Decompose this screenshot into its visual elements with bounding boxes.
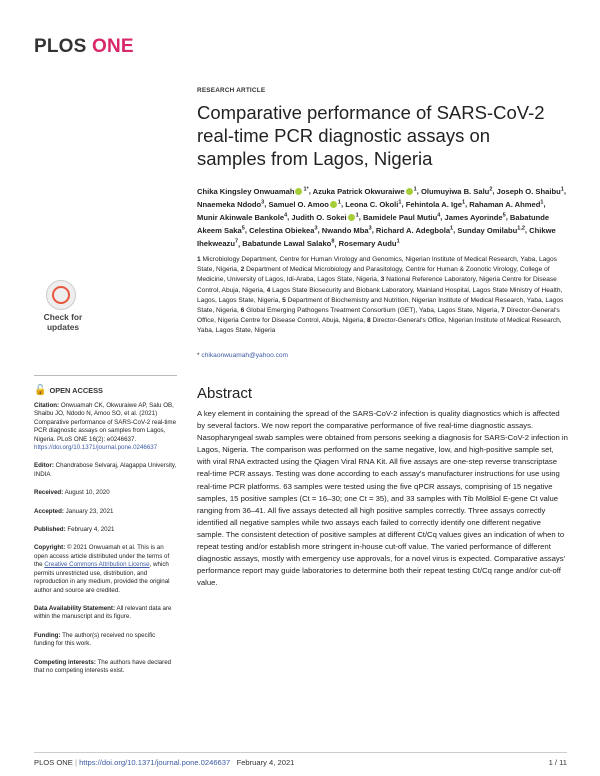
author-name[interactable]: James Ayorinde	[444, 212, 503, 222]
editor-text: Chandrabose Selvaraj, Alagappa University, INDIA	[34, 462, 177, 478]
check-updates-line2: updates	[46, 321, 80, 332]
author-affiliation-number: 1	[461, 199, 466, 206]
open-access-text: OPEN ACCESS	[49, 386, 103, 395]
author-name[interactable]: Leona C. Okoli	[345, 199, 399, 209]
author[interactable]	[313, 187, 417, 196]
author-name[interactable]: Chika Kingsley Onwuamah	[197, 186, 295, 196]
corresponding-email[interactable]	[197, 352, 288, 359]
author[interactable]	[469, 200, 543, 209]
affiliation-number: 5	[282, 296, 286, 304]
author[interactable]	[197, 187, 309, 196]
journal-logo	[34, 36, 134, 58]
affiliation-number: 2	[240, 266, 245, 274]
author-name[interactable]: Celestina Obiekea	[249, 225, 315, 235]
citation-text: Onwuamah CK, Okwuraiwe AP, Salu OB, Shaibu JO, Ndodo N, Amoo SO, et al. (2021) Comparative performance of SARS-CoV-2 real-time PCR diagnostic assays on samples from Lagos, Nigeria. PLoS ONE 16(2): e0246637.	[34, 402, 177, 443]
author[interactable]	[242, 239, 334, 248]
author[interactable]	[249, 226, 318, 235]
corresponding-mark: *	[197, 352, 200, 359]
footer-divider	[34, 752, 567, 753]
author[interactable]	[339, 239, 400, 248]
author-name[interactable]: Rahaman A. Ahmed	[469, 199, 541, 209]
author-name[interactable]: Nwando Mba	[321, 225, 369, 235]
author[interactable]	[445, 213, 506, 222]
received-block	[34, 489, 177, 497]
author-affiliation-number: 1,2	[517, 225, 525, 232]
affiliation-text: National Reference Laboratory, Nigeria Centre for Disease Control, Abuja, Nigeria,	[197, 276, 557, 294]
published-label: Published:	[34, 526, 66, 534]
affiliation-text: Global Emerging Pathogens Treatment Consortium (GET), Yaba, Lagos State, Nigeria,	[246, 307, 500, 315]
page-footer	[34, 758, 567, 767]
affiliation-number: 1	[197, 256, 201, 263]
author-name[interactable]: Babatunde Lawal Salako	[242, 239, 332, 249]
copyright-block	[34, 544, 177, 594]
funding-label: Funding:	[34, 631, 61, 639]
footer-doi-link[interactable]: https://doi.org/10.1371/journal.pone.0246637	[79, 758, 231, 767]
affiliation-number: 6	[240, 307, 245, 315]
author-name[interactable]: Sunday Omilabu	[457, 225, 518, 235]
author-name[interactable]: Samuel O. Amoo	[268, 199, 329, 209]
author-name[interactable]: Olumuyiwa B. Salu	[420, 186, 490, 196]
affiliation-text: Lagos State Biosecurity and Biobank Laboratory, Mainland Hospital, Lagos State Ministry of Health, Lagos, Lagos State, Nigeria,	[197, 286, 563, 304]
article-title: Comparative performance of SARS-CoV-2 real-time PCR diagnostic assays on samples from Lagos, Nigeria	[197, 102, 545, 169]
data-availability-label: Data Availability Statement:	[34, 604, 116, 612]
copyright-text-1: © 2021 Onwuamah et al. This is an open access article distributed under the terms of the	[34, 544, 170, 569]
copyright-label: Copyright:	[34, 544, 66, 552]
check-updates-icon	[46, 280, 76, 310]
author[interactable]	[421, 187, 492, 196]
competing-interests-label: Competing interests:	[34, 658, 96, 666]
author-affiliation-number: 3	[314, 225, 318, 232]
affiliation-number: 7	[501, 307, 505, 315]
competing-interests-text: The authors have declared that no competing interests exist.	[34, 658, 172, 674]
sidebar-divider	[34, 375, 177, 376]
author[interactable]	[406, 200, 465, 209]
author-name[interactable]: Munir Akinwale Bankole	[197, 212, 285, 222]
affiliation-list	[197, 255, 567, 337]
author-affiliation-number: 1	[560, 186, 564, 192]
author-affiliation-number: 1	[450, 225, 454, 232]
funding-text: The author(s) received no specific funding for this work.	[34, 631, 156, 648]
author[interactable]	[197, 213, 287, 222]
affiliation-number: 3	[380, 276, 385, 284]
footer-date: February 4, 2021	[236, 758, 295, 767]
logo-plos: PLOS	[34, 36, 87, 57]
citation-doi-link[interactable]: https://doi.org/10.1371/journal.pone.0246637	[34, 444, 158, 452]
author-affiliation-number: 5	[502, 212, 506, 219]
author-affiliation-number: 7	[234, 238, 239, 245]
author-affiliation-number: 1	[398, 199, 402, 206]
received-date: August 10, 2020	[64, 489, 110, 497]
orcid-icon[interactable]	[330, 201, 337, 208]
editor-label: Editor:	[34, 462, 54, 470]
author-name[interactable]: Joseph O. Shaibu	[496, 186, 561, 196]
check-for-updates-badge[interactable]	[32, 280, 94, 346]
author[interactable]	[497, 187, 564, 196]
page-number: 1 / 11	[548, 758, 567, 767]
author[interactable]	[268, 200, 341, 209]
article-info-sidebar	[34, 402, 177, 685]
author-affiliation-number: 1	[540, 199, 544, 206]
author-name[interactable]: Chikwe Ihekweazu	[197, 225, 556, 249]
author[interactable]	[363, 213, 440, 222]
license-link[interactable]: Creative Commons Attribution License	[44, 561, 150, 569]
published-date: February 4, 2021	[67, 526, 115, 534]
author[interactable]	[197, 200, 264, 209]
orcid-icon[interactable]	[406, 188, 413, 195]
author[interactable]	[345, 200, 401, 209]
data-availability-block	[34, 605, 177, 622]
author-name[interactable]: Fehintola A. Ige	[405, 199, 462, 209]
editor-block	[34, 462, 177, 479]
author-list: Chika Kingsley Onwuamah $^{1*}$, Azuka Patrick Okwuraiwe $^1$, Olumuyiwa B. Salu$^2$, Joseph O. Shaibu$^1$, Nnaemeka Ndodo$^3$, Samuel O. Amoo $^1$, Leona C. Okoli$^1$, Fehintola A. Ige$^1$, Rahaman A. Ahmed$^1$, Munir Akinwale Bankole$^4$, Judith O. Sokei $^1$, Bamidele Paul Mutiu$^4$, James Ayorinde$^5$, Babatunde Akeem Saka$^5$, Celestina Obiekea$^3$, Nwando Mba$^3$, Richard A. Adegbola$^1$, Sunday Omilabu$^{1,2}$, Chikwe Ihekweazu$^7$, Babatunde Lawal Salako$^8$, Rosemary Audu$^1$	[197, 186, 566, 249]
author-affiliation-number: 4	[437, 212, 441, 219]
author-affiliation-number: 5	[241, 225, 245, 232]
footer-separator: |	[74, 758, 77, 767]
author[interactable]	[376, 226, 453, 235]
affiliation-text: Microbiology Department, Centre for Human Virology and Genomics, Nigerian Institute of Medical Research, Yaba, Lagos State, Nigeria,	[197, 256, 557, 274]
author-affiliation-number: 3	[261, 199, 265, 206]
author-affiliation-number: 1*	[303, 186, 309, 192]
email-link[interactable]: chikaonwuamah@yahoo.com	[201, 352, 289, 359]
published-block	[34, 526, 177, 534]
affiliation-text: Director-General's Office, Nigerian Institute of Medical Research, Yaba, Lagos State, Nigeria	[197, 317, 562, 335]
affiliation-text: Director-General's Office, Nigeria Centre for Disease Control, Abuja, Nigeria,	[197, 307, 560, 325]
affiliation-number: 8	[366, 317, 371, 325]
affiliation-text: Department of Biochemistry and Nutrition, Nigerian Institute of Medical Research, Yaba, Lagos State, Nigeria,	[197, 296, 564, 315]
accepted-date: January 23, 2021	[65, 507, 114, 515]
author[interactable]	[457, 226, 525, 235]
author-name[interactable]: Judith O. Sokei	[291, 212, 347, 222]
abstract-heading: Abstract	[197, 385, 253, 402]
data-availability-text: All relevant data are within the manuscript and its figure.	[34, 604, 172, 621]
affiliation-text: Department of Medical Microbiology and Parasitology, Centre for Human & Zoonotic Virology, College of Medicine, University of Lagos, Idi-Araba, Lagos State, Nigeria,	[197, 266, 550, 284]
author-affiliation-number: 1	[337, 199, 341, 206]
author[interactable]	[322, 226, 372, 235]
affiliation-number: 4	[266, 286, 271, 294]
author-name[interactable]: Babatunde Akeem Saka	[197, 212, 550, 235]
author-affiliation-number: 2	[489, 186, 493, 192]
author-affiliation-number: 4	[284, 212, 288, 219]
check-updates-line1: Check for	[43, 312, 83, 322]
author-affiliation-number: 1	[355, 212, 359, 219]
author-name[interactable]: Rosemary Audu	[338, 239, 397, 249]
funding-block	[34, 632, 177, 649]
logo-one: ONE	[92, 36, 134, 57]
author-name[interactable]: Richard A. Adegbola	[375, 225, 451, 235]
accepted-label: Accepted:	[34, 507, 64, 515]
received-label: Received:	[34, 489, 64, 497]
author-name[interactable]: Bamidele Paul Mutiu	[362, 212, 438, 222]
open-access-label	[34, 385, 103, 396]
citation-block	[34, 402, 177, 452]
citation-label: Citation:	[34, 402, 60, 409]
competing-interests-block	[34, 659, 177, 676]
footer-journal: PLOS ONE	[34, 758, 73, 767]
author-affiliation-number: 1	[413, 186, 417, 192]
author-name[interactable]: Nnaemeka Ndodo	[197, 199, 262, 209]
abstract-text: A key element in containing the spread of the SARS-CoV-2 infection is quality diagnostics which is affected by several factors. We now report the comparative performance of five real-time diagnostic assays. Nasopharyngeal swab samples were obtained from persons seeking a diagnosis for SARS-CoV-2 infection in Lagos, Nigeria. The comparison was performed on the same negative, low, and high-positive sample set, with viral RNA extracted using the Qiagen Viral RNA Kit. All five assays are one-step reverse transcriptase real-time PCR assays. Testing was done according to each assay's manufacturer instructions for use using real-time PCR platforms. 63 samples were tested using the five qPCR assays, comprising of 15 negative samples, 15 positive samples (Ct = 16–30; one Ct = 35), and 33 samples with Tib MolBiol E-gene Ct value ranging from 36–41. All five assays detected all high positive samples correctly. Three assays correctly identified all negative samples while two assays each failed to correctly identify one different negative sample. The consistent detection of positive samples at different Ct/Cq values gives an indication of when to repeat testing and/or establish more stringent in-house cut-off value. The varied performance of different diagnostic assays, mostly with emergency use approvals, for a novel virus is expected. Comparative assays' performance report may guide laboratories to determine both their repeat testing Ct/Cq range and/or cut-off value.	[197, 409, 568, 588]
copyright-text-2: , which permits unrestricted use, distribution, and reproduction in any medium, provided the original author and source are credited.	[34, 561, 170, 594]
orcid-icon[interactable]	[295, 188, 302, 195]
author-affiliation-number: 1	[396, 238, 400, 245]
article-type-label: RESEARCH ARTICLE	[197, 87, 266, 94]
author-affiliation-number: 8	[331, 238, 335, 245]
author-affiliation-number: 3	[368, 225, 372, 232]
orcid-icon[interactable]	[348, 214, 355, 221]
check-updates-label	[32, 313, 94, 332]
author-name[interactable]: Azuka Patrick Okwuraiwe	[312, 186, 405, 196]
open-lock-icon: 🔓	[34, 385, 47, 396]
author[interactable]	[291, 213, 358, 222]
accepted-block	[34, 508, 177, 516]
